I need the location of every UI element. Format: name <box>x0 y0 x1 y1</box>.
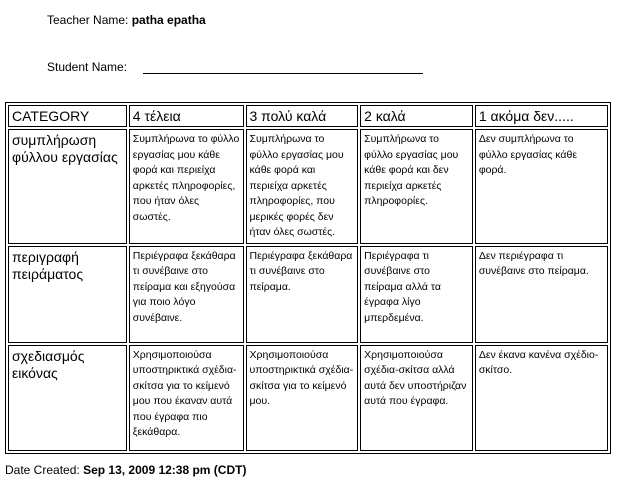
row-category: συμπλήρωση φύλλου εργασίας <box>8 129 127 244</box>
student-name-line <box>47 60 423 74</box>
row-category: σχεδιασμός εικόνας <box>8 345 127 451</box>
student-name-blank <box>143 60 423 74</box>
row-category: περιγραφή πειράματος <box>8 246 127 343</box>
table-cell: Περιέγραφα ξεκάθαρα τι συνέβαινε στο πείραμα και εξηγούσα για ποιο λόγο συνέβαινε. <box>129 246 244 343</box>
table-cell: Συμπλήρωνα το φύλλο εργασίας μου κάθε φορά και περιείχα αρκετές πληροφορίες, που ήταν όλες σωστές. <box>129 129 244 244</box>
table-cell: Χρησιμοποιούσα υποστηρικτικά σχέδια-σκίτσα για το κείμενό μου που έκαναν αυτά που έγραφα πιο ξεκάθαρα. <box>129 345 244 451</box>
teacher-label: Teacher Name: <box>47 13 129 27</box>
column-header-level-3: 3 πολύ καλά <box>246 105 359 127</box>
table-cell: Δεν περιέγραφα τι συνέβαινε στο πείραμα. <box>475 246 608 343</box>
column-header-category: CATEGORY <box>8 105 127 127</box>
table-row <box>8 246 608 343</box>
table-cell: Δεν συμπλήρωνα το φύλλο εργασίας κάθε φορά. <box>475 129 608 244</box>
header-row <box>8 105 608 127</box>
table-cell: Δεν έκανα κανένα σχέδιο-σκίτσο. <box>475 345 608 451</box>
date-value: Sep 13, 2009 12:38 pm (CDT) <box>83 463 247 477</box>
table-cell: Συμπλήρωνα το φύλλο εργασίας μου κάθε φορά και περιείχα αρκετές πληροφορίες, που μερικές φορές δεν ήταν όλες σωστές. <box>246 129 359 244</box>
column-header-level-1: 1 ακόμα δεν..... <box>475 105 608 127</box>
teacher-name-line <box>47 13 206 27</box>
date-label: Date Created: <box>5 463 80 477</box>
date-created-line <box>5 463 246 477</box>
table-row <box>8 129 608 244</box>
table-cell: Χρησιμοποιούσα υποστηρικτικά σχέδια-σκίτσα για το κείμενό μου. <box>246 345 359 451</box>
rubric-table <box>5 102 611 454</box>
column-header-level-4: 4 τέλεια <box>129 105 244 127</box>
table-cell: Συμπλήρωνα το φύλλο εργασίας μου κάθε φορά και δεν περιείχα αρκετές πληροφορίες. <box>360 129 473 244</box>
teacher-name: patha epatha <box>131 13 206 27</box>
student-label: Student Name: <box>47 60 128 74</box>
table-cell: Περιέγραφα ξεκάθαρα τι συνέβαινε στο πείραμα. <box>246 246 359 343</box>
column-header-level-2: 2 καλά <box>360 105 473 127</box>
table-cell: Χρησιμοποιούσα σχέδια-σκίτσα αλλά αυτά δεν υποστήριζαν αυτά που έγραφα. <box>360 345 473 451</box>
table-cell: Περιέγραφα τι συνέβαινε στο πείραμα αλλά τα έγραφα λίγο μπερδεμένα. <box>360 246 473 343</box>
table-row <box>8 345 608 451</box>
